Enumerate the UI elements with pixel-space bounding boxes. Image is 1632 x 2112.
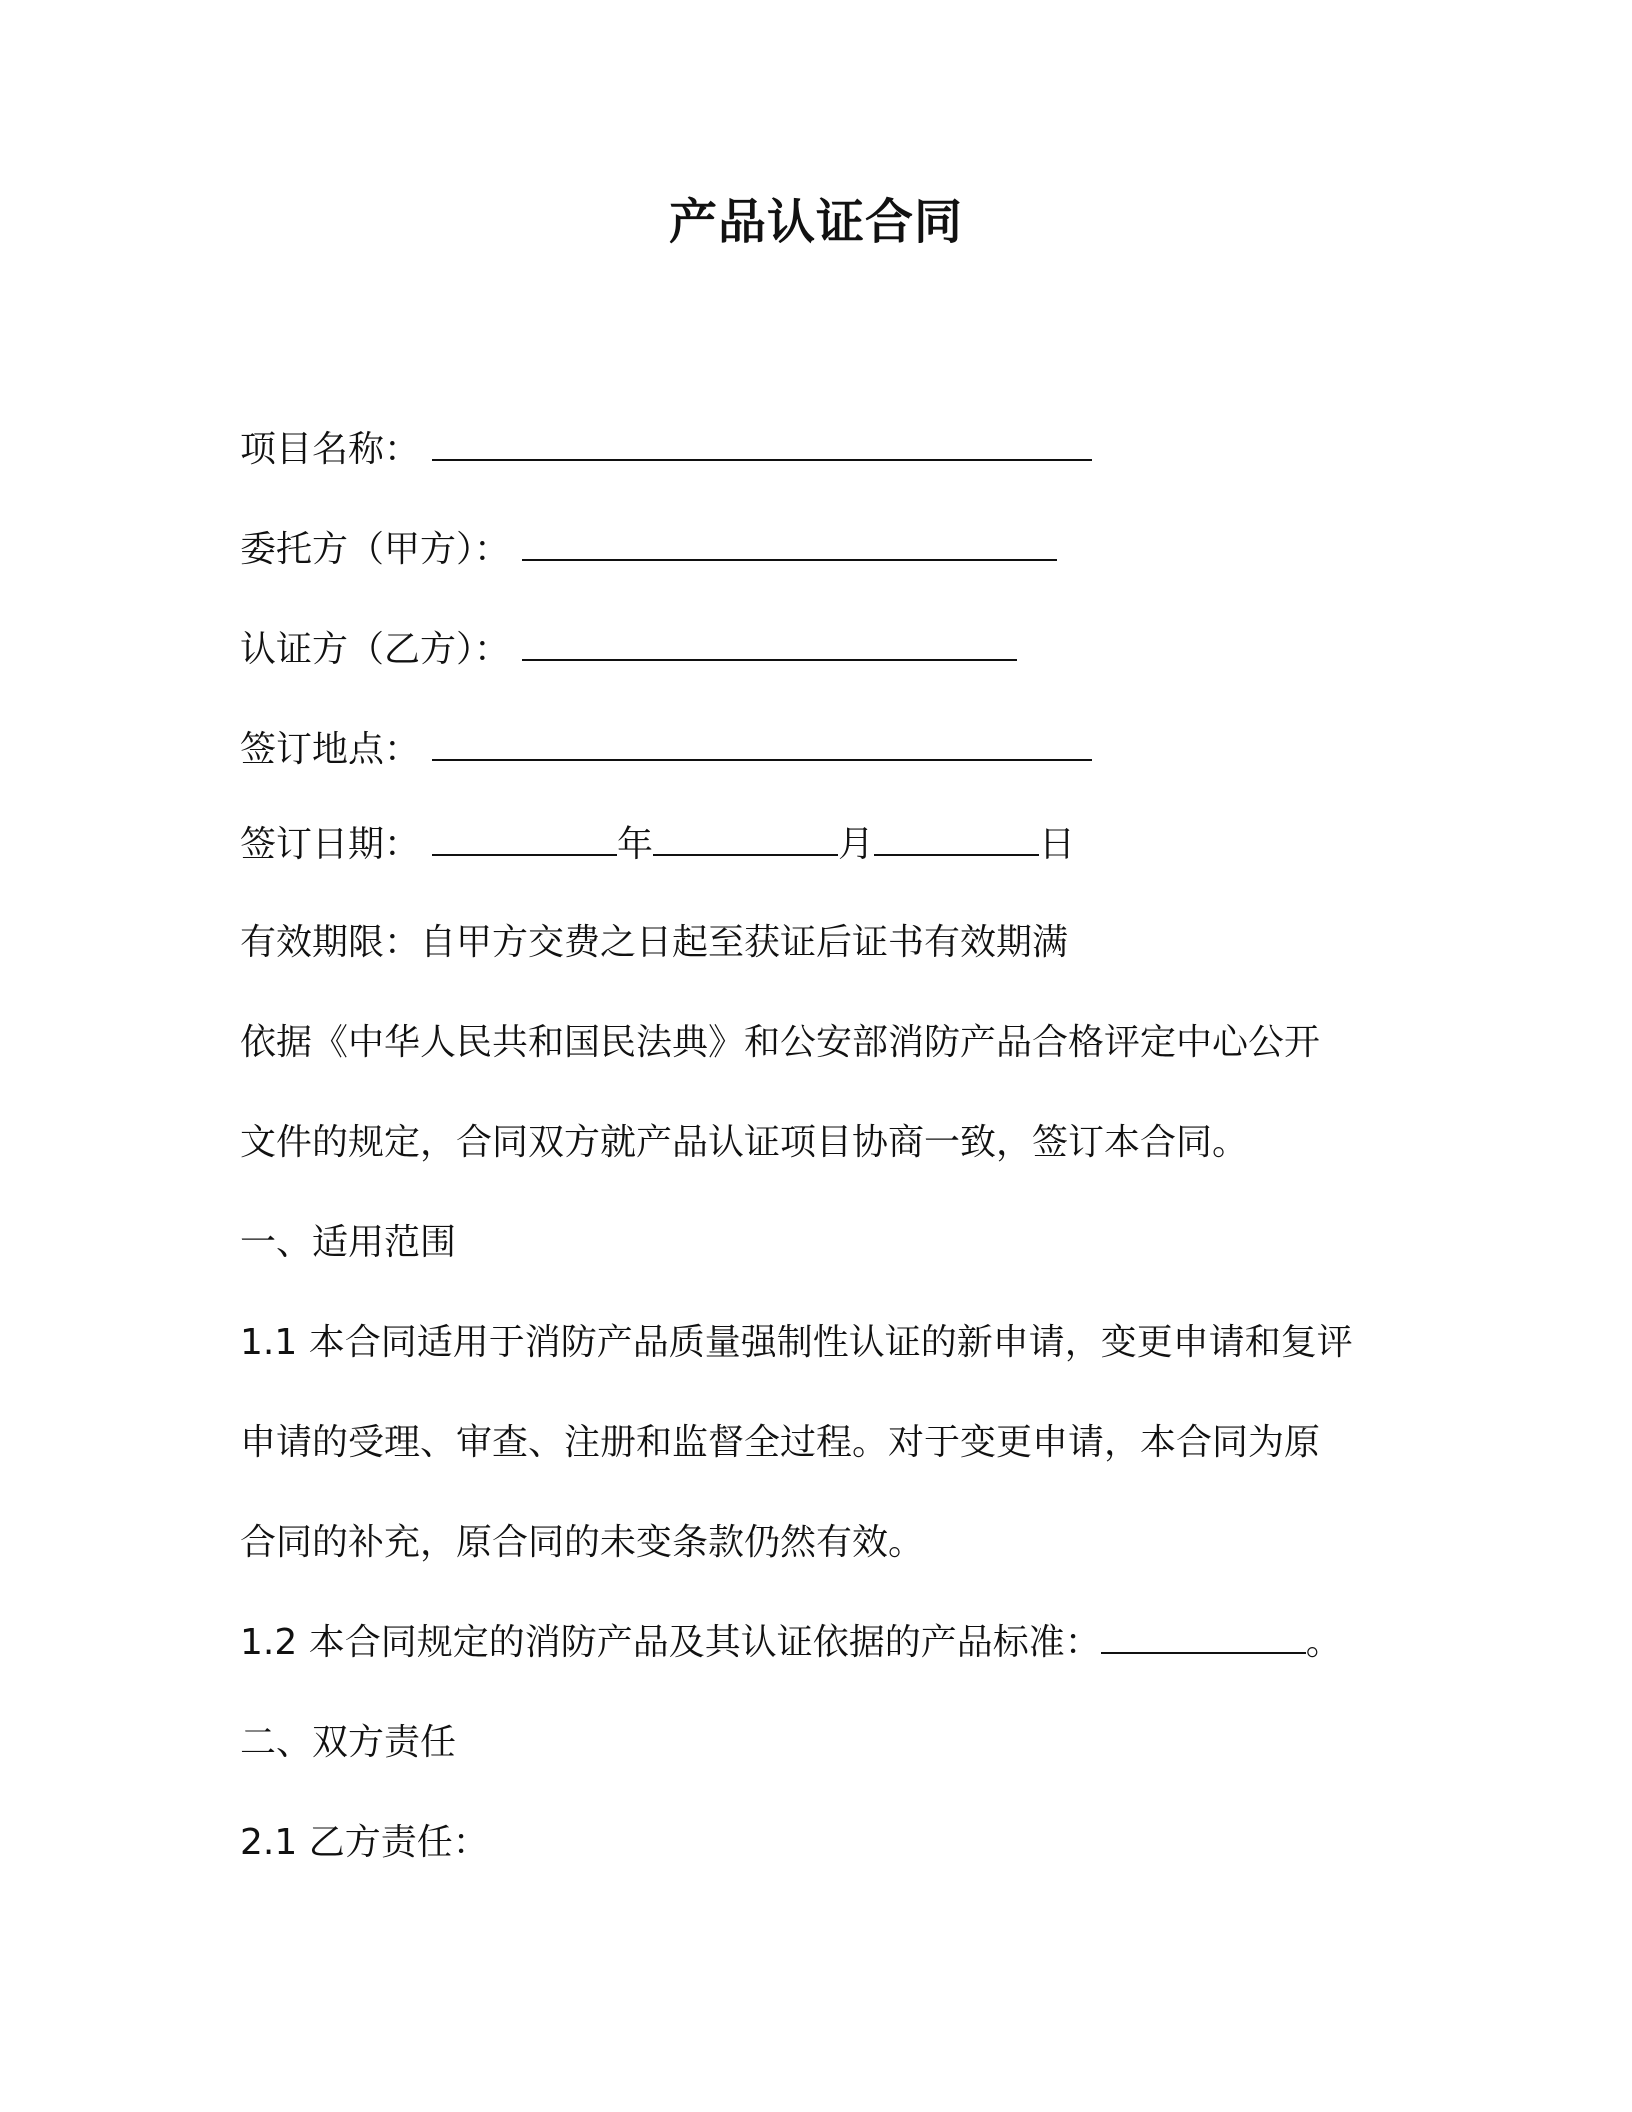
client-row	[240, 525, 1057, 575]
clause-1-2-end: 。	[1305, 1622, 1342, 1663]
date-day-blank[interactable]	[874, 820, 1039, 856]
certifier-row	[240, 625, 1017, 675]
certifier-label: 认证方（乙方）：	[240, 629, 511, 670]
date-year-label: 年	[617, 824, 654, 865]
clause-1-1-line-3: 合同的补充，原合同的未变条款仍然有效。	[240, 1522, 925, 1563]
client-blank[interactable]	[522, 525, 1057, 561]
clause-1-2-row	[240, 1618, 1342, 1668]
date-year-blank[interactable]	[432, 820, 617, 856]
product-standard-blank[interactable]	[1101, 1618, 1306, 1654]
clause-1-2-text: 1.2 本合同规定的消防产品及其认证依据的产品标准：	[240, 1622, 1101, 1663]
clause-1-1-line-1: 1.1 本合同适用于消防产品质量强制性认证的新申请，变更申请和复评	[240, 1322, 1353, 1363]
sign-date-label: 签订日期：	[240, 824, 421, 865]
sign-place-row	[240, 725, 1092, 775]
date-month-blank[interactable]	[653, 820, 838, 856]
validity-row: 有效期限：自甲方交费之日起至获证后证书有效期满	[240, 922, 1069, 963]
sign-place-label: 签订地点：	[240, 729, 421, 770]
preamble-line-2: 文件的规定，合同双方就产品认证项目协商一致，签订本合同。	[240, 1122, 1249, 1163]
preamble-line-1: 依据《中华人民共和国民法典》和公安部消防产品合格评定中心公开	[240, 1022, 1321, 1063]
sign-place-blank[interactable]	[432, 725, 1092, 761]
section-2-heading: 二、双方责任	[240, 1722, 457, 1763]
document-title: 产品认证合同	[668, 194, 963, 250]
clause-2-1: 2.1 乙方责任：	[240, 1822, 489, 1863]
project-name-blank[interactable]	[432, 425, 1092, 461]
project-name-label: 项目名称：	[240, 429, 421, 470]
client-label: 委托方（甲方）：	[240, 529, 511, 570]
date-day-label: 日	[1039, 824, 1076, 865]
sign-date-row	[240, 820, 1075, 870]
clause-1-1-line-2: 申请的受理、审查、注册和监督全过程。对于变更申请，本合同为原	[240, 1422, 1321, 1463]
date-month-label: 月	[838, 824, 875, 865]
project-name-row	[240, 425, 1092, 475]
section-1-heading: 一、适用范围	[240, 1222, 457, 1263]
certifier-blank[interactable]	[522, 625, 1017, 661]
